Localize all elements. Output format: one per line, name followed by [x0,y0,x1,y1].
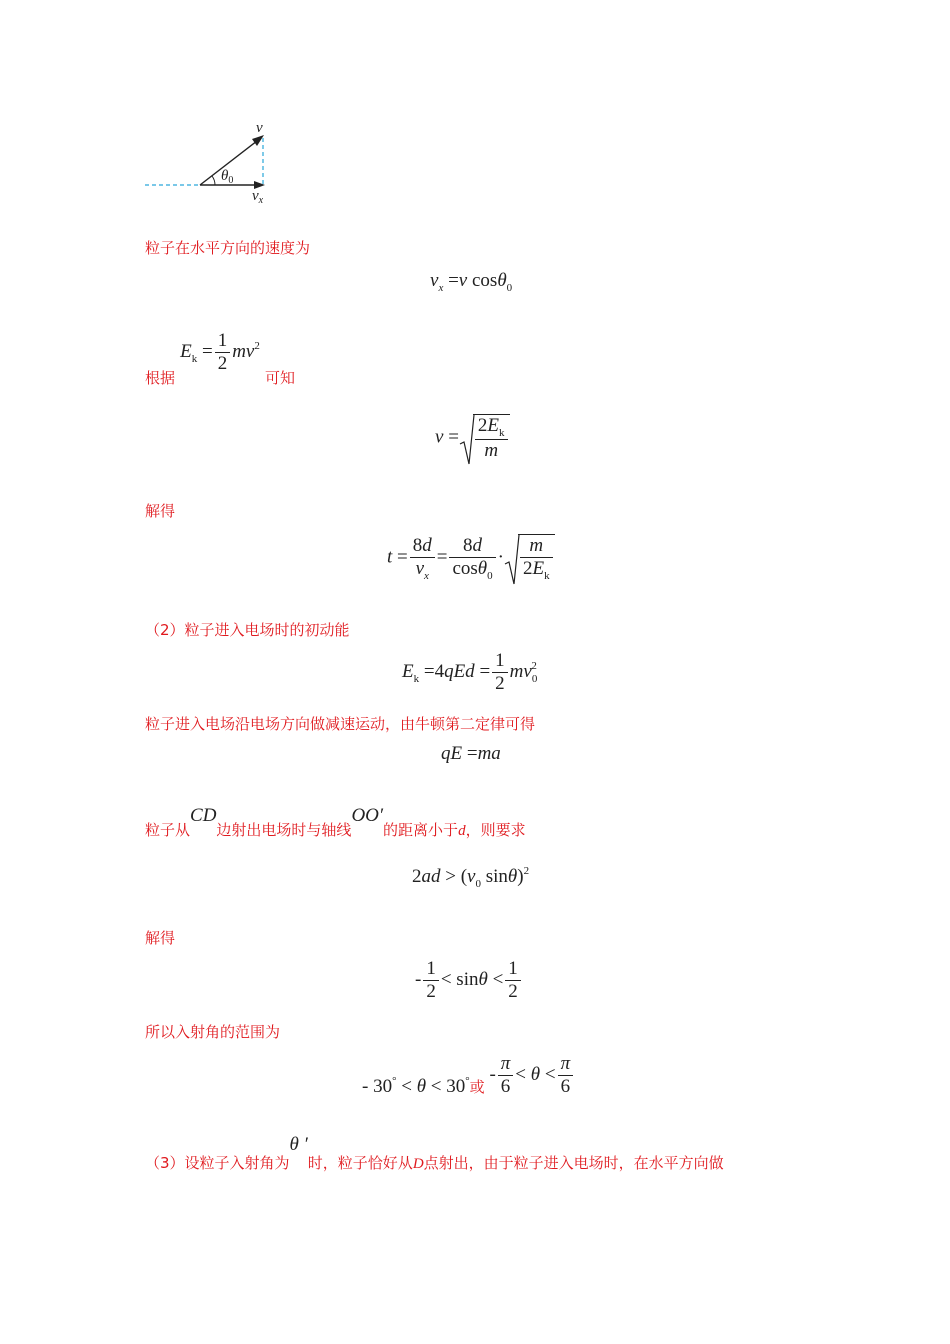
text-particle-exact: 时，粒子恰好从 [307,1154,413,1172]
text-angle-range: 所以入射角的范围为 [145,1023,281,1041]
math-oo-prime: OO′ [351,805,384,826]
text-according-to: 根据 [145,368,176,387]
eq-theta-range: - $30^\circ < \theta < 30^\circ_或$ - $\frac{\pi}{6}$ < θ < $\frac{\pi}{6}$ [362,1053,575,1098]
text-d: d [458,823,466,839]
eq-newton: qE =ma [441,743,501,764]
eq-ek-definition: $E_k$ = $\frac{1}{2}$ $mv^2$ [180,330,260,374]
text-part-2: （2）粒子进入电场时的初动能 [145,621,350,639]
math-theta-prime: θ ′ [289,1134,308,1155]
text-distance-less: 的距离小于 [383,821,459,839]
text-part-3-end: 点射出，由于粒子进入电场时，在水平方向做 [423,1154,724,1172]
text-horizontal-velocity: 粒子在水平方向的速度为 [145,239,311,257]
text-it-follows: 可知 [264,368,295,387]
text-deceleration: 粒子进入电场沿电场方向做减速运动，由牛顿第二定律可得 [145,715,536,733]
text-point-d: D [412,1156,424,1172]
text-solve-1: 解得 [145,502,176,520]
line-kinetic-energy [145,330,295,387]
label-theta: $\theta_0$ [221,168,234,186]
eq-vx: $v_x =v$ cosθ$_0$ [430,270,513,294]
math-cd: CD [190,805,217,826]
line-exit-condition [145,805,526,839]
label-vx: $v_x$ [252,188,264,206]
eq-time: t = $\frac{8d}{v_x}$ = $\frac{8d}{\cos\theta_0}$ · $\frac{m}{2E_k}$ [387,534,555,582]
eq-sin-range: - $\frac{1}{2}$ < sinθ < $\frac{1}{2}$ [415,958,523,1003]
text-particle-from: 粒子从 [145,821,191,839]
text-solve-2: 解得 [145,929,176,947]
velocity-diagram [140,118,280,210]
text-require: ，则要求 [465,821,526,839]
text-part-3-start: （3）设粒子入射角为 [145,1154,290,1172]
text-exit-edge: 边射出电场时与轴线 [216,821,352,839]
text-or: 或 [469,1077,485,1096]
label-v: v [256,120,263,136]
eq-initial-kinetic-energy: $E_k =4qEd$ = $\frac{1}{2}$ $mv_0^2$ [402,650,538,694]
eq-v-sqrt: v = $\frac{2E_k}{m}$ [435,414,510,462]
eq-inequality-2ad: $2ad > (v_0$ sinθ)$^2$ [412,865,530,890]
angle-arc [212,176,215,185]
line-part-3 [145,1134,724,1172]
